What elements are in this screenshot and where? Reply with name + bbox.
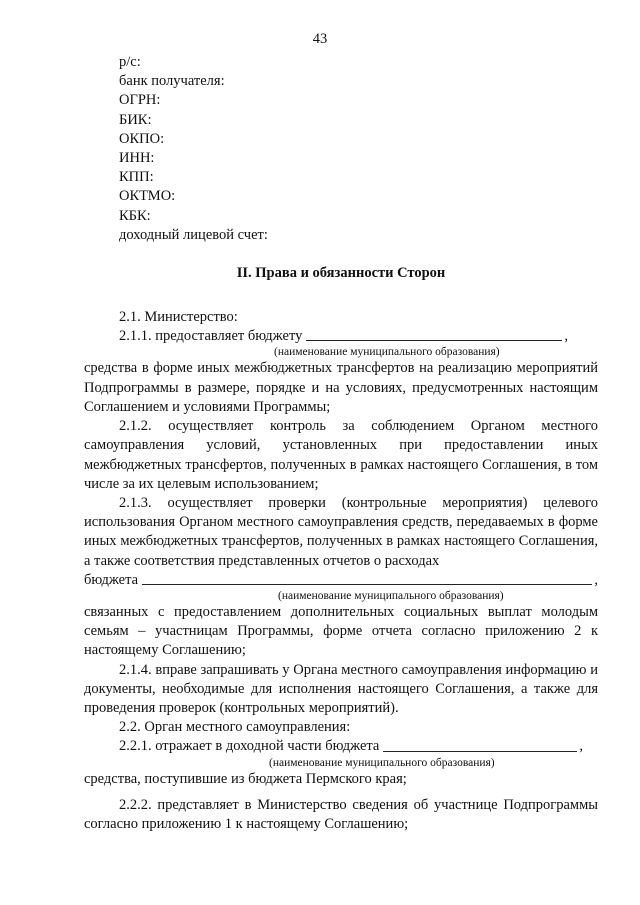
blank-line-municipality (306, 327, 562, 341)
requisite-ogrn: ОГРН: (119, 92, 161, 109)
clause-2-1-1-head: 2.1.1. предоставляет бюджету (119, 328, 303, 345)
clause-2-1: 2.1. Министерство: (119, 309, 238, 326)
clause-2-1-3: 2.1.3. осуществляет проверки (контрольные мероприятия) целевого использования Органом местного самоуправления средств, передаваемых в форме иных межбюджетных трансфертов, полученных в рамках настоящего Соглашения, а также соответствия представленных отчетов о расходах (84, 494, 598, 569)
clause-2-2-1-head-line (84, 737, 598, 756)
clause-2-2-2: 2.2.2. представляет в Министерство сведения об участнице Подпрограммы согласно приложению 1 к настоящему Соглашению; (84, 796, 598, 832)
requisite-kpp: КПП: (119, 169, 154, 186)
requisite-oktmo: ОКТМО: (119, 188, 176, 205)
blank-caption: (наименование муниципального образования) (269, 756, 495, 769)
caption-line (84, 346, 598, 359)
clause-2-1-1-tail: , (564, 328, 568, 345)
requisite-kbk: КБК: (119, 207, 151, 224)
caption-line (84, 757, 598, 770)
clause-2-2-1-head: 2.2.1. отражает в доходной части бюджета (119, 738, 380, 755)
clause-2-2: 2.2. Орган местного самоуправления: (119, 719, 351, 736)
blank-line-municipality (383, 737, 577, 751)
caption-line (84, 590, 598, 603)
clause-2-1-3-tail: , (594, 571, 598, 588)
requisite-okpo: ОКПО: (119, 130, 165, 147)
blank-caption: (наименование муниципального образования) (274, 346, 500, 359)
blank-caption: (наименование муниципального образования) (278, 589, 504, 602)
clause-2-1-3-budget: бюджета (84, 571, 139, 588)
requisite-bik: БИК: (119, 111, 152, 128)
clause-2-2-1-body: средства, поступившие из бюджета Пермского края; (84, 770, 407, 787)
requisite-inn: ИНН: (119, 149, 155, 166)
requisite-personal-account: доходный лицевой счет: (119, 226, 268, 243)
clause-2-1-4: 2.1.4. вправе запрашивать у Органа местного самоуправления информацию и документы, необходимые для исполнения настоящего Соглашения, а также для проведения проверок (контрольных мероприятий). (84, 661, 598, 716)
clause-2-1-1-body: средства в форме иных межбюджетных трансфертов на реализацию мероприятий Подпрограммы в размере, порядке и на условиях, предусмотренных настоящим Соглашением и условиями Программы; (84, 360, 598, 415)
requisite-account: р/с: (119, 54, 141, 70)
requisites-list (119, 53, 598, 245)
clause-2-1-3-body: связанных с предоставлением дополнительных социальных выплат молодым семьям – участницам Программы, форме отчета согласно приложению 2 к настоящему Соглашению; (84, 603, 598, 659)
requisite-bank: банк получателя: (119, 73, 225, 90)
document-body (84, 53, 598, 834)
blank-line-municipality (142, 571, 592, 585)
clause-2-1-3-budget-line (84, 571, 598, 590)
clause-2-1-1-head-line (84, 327, 598, 346)
clause-2-1-2: 2.1.2. осуществляет контроль за соблюдением Органом местного самоуправления условий, установленных при предоставлении иных межбюджетных трансфертов, полученных в рамках настоящего Соглашения, в том числе за их целевым использованием; (84, 418, 598, 492)
clause-2-2-1-tail: , (579, 738, 583, 755)
section-title: II. Права и обязанности Сторон (236, 264, 446, 281)
page-number: 43 (312, 31, 328, 47)
